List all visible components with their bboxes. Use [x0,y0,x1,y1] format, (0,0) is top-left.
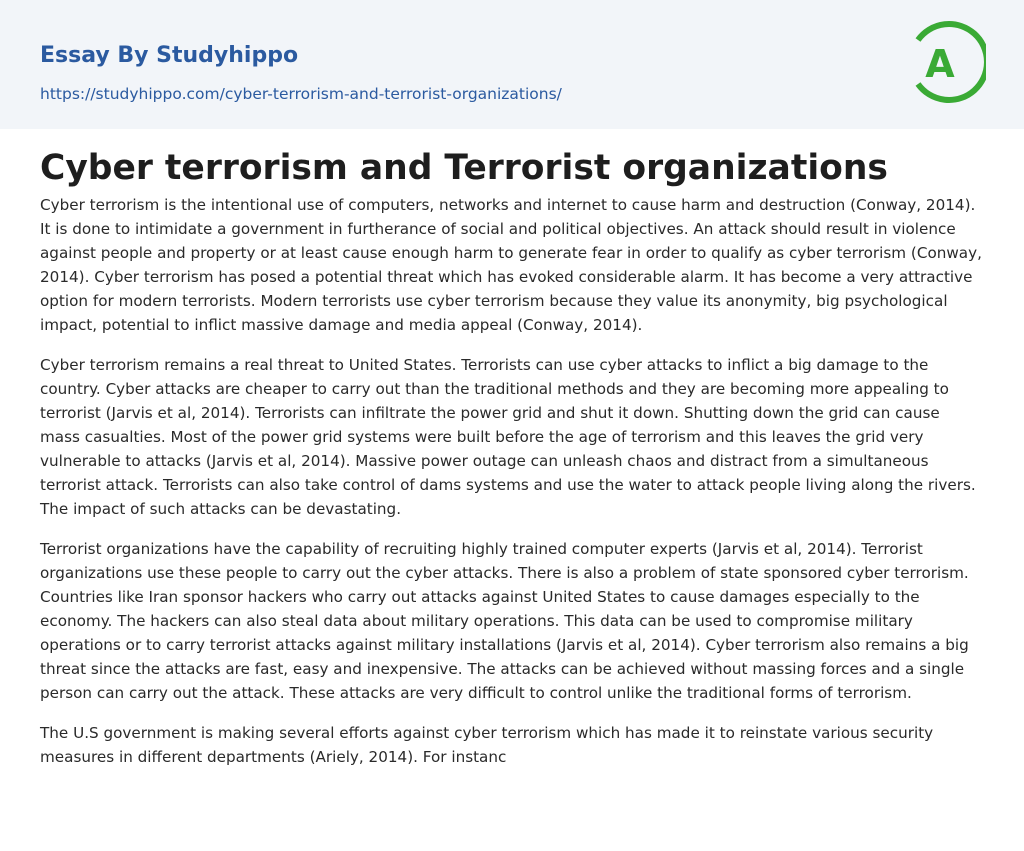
essay-paragraph: Terrorist organizations have the capability of recruiting highly trained computer experts (Jarvis et al, 2014). Terrorist organizations use these people to carry out the cyber attacks. There is also a problem of state sponsored cyber terrorism. Countries like Iran sponsor hackers who carry out attacks against United States to cause damages especially to the economy. The hackers can also steal data about military operations. This data can be used to compromise military operations or to carry terrorist attacks against military installations (Jarvis et al, 2014). Cyber terrorism also remains a big threat since the attacks are fast, easy and inexpensive. The attacks can be achieved without massing forces and a single person can carry out the attack. These attacks are very difficult to control unlike the traditional forms of terrorism. [40,540,969,702]
essay-content [40,147,984,785]
essay-paragraph: Cyber terrorism remains a real threat to United States. Terrorists can use cyber attacks to inflict a big damage to the country. Cyber attacks are cheaper to carry out than the traditional methods and they are becoming more appealing to terrorist (Jarvis et al, 2014). Terrorists can infiltrate the power grid and shut it down. Shutting down the grid can cause mass casualties. Most of the power grid systems were built before the age of terrorism and this leaves the grid very vulnerable to attacks (Jarvis et al, 2014). Massive power outage can unleash chaos and distract from a simultaneous terrorist attack. Terrorists can also take control of dams systems and use the water to attack people living along the rivers. The impact of such attacks can be devastating. [40,356,976,518]
logo-ring-icon [912,19,986,105]
brand-title: Essay By Studyhippo [40,43,299,68]
essay-paragraph: Cyber terrorism is the intentional use of computers, networks and internet to cause harm and destruction (Conway, 2014). It is done to intimidate a government in furtherance of social and political objectives. An attack should result in violence against people and property or at least cause enough harm to generate fear in order to qualify as cyber terrorism (Conway, 2014). Cyber terrorism has posed a potential threat which has evoked considerable alarm. It has become a very attractive option for modern terrorists. Modern terrorists use cyber terrorism because they value its anonymity, big psychological impact, potential to inflict massive damage and media appeal (Conway, 2014). [40,196,982,334]
page-header [0,0,1024,129]
studyhippo-logo[interactable] [912,19,986,105]
logo-letter: A [925,42,955,86]
essay-paragraph: The U.S government is making several efforts against cyber terrorism which has made it to reinstate various security measures in different departments (Ariely, 2014). For instanc [40,724,934,766]
essay-title: Cyber terrorism and Terrorist organizations [40,148,888,188]
source-url-link[interactable]: https://studyhippo.com/cyber-terrorism-and-terrorist-organizations/ [40,85,562,103]
